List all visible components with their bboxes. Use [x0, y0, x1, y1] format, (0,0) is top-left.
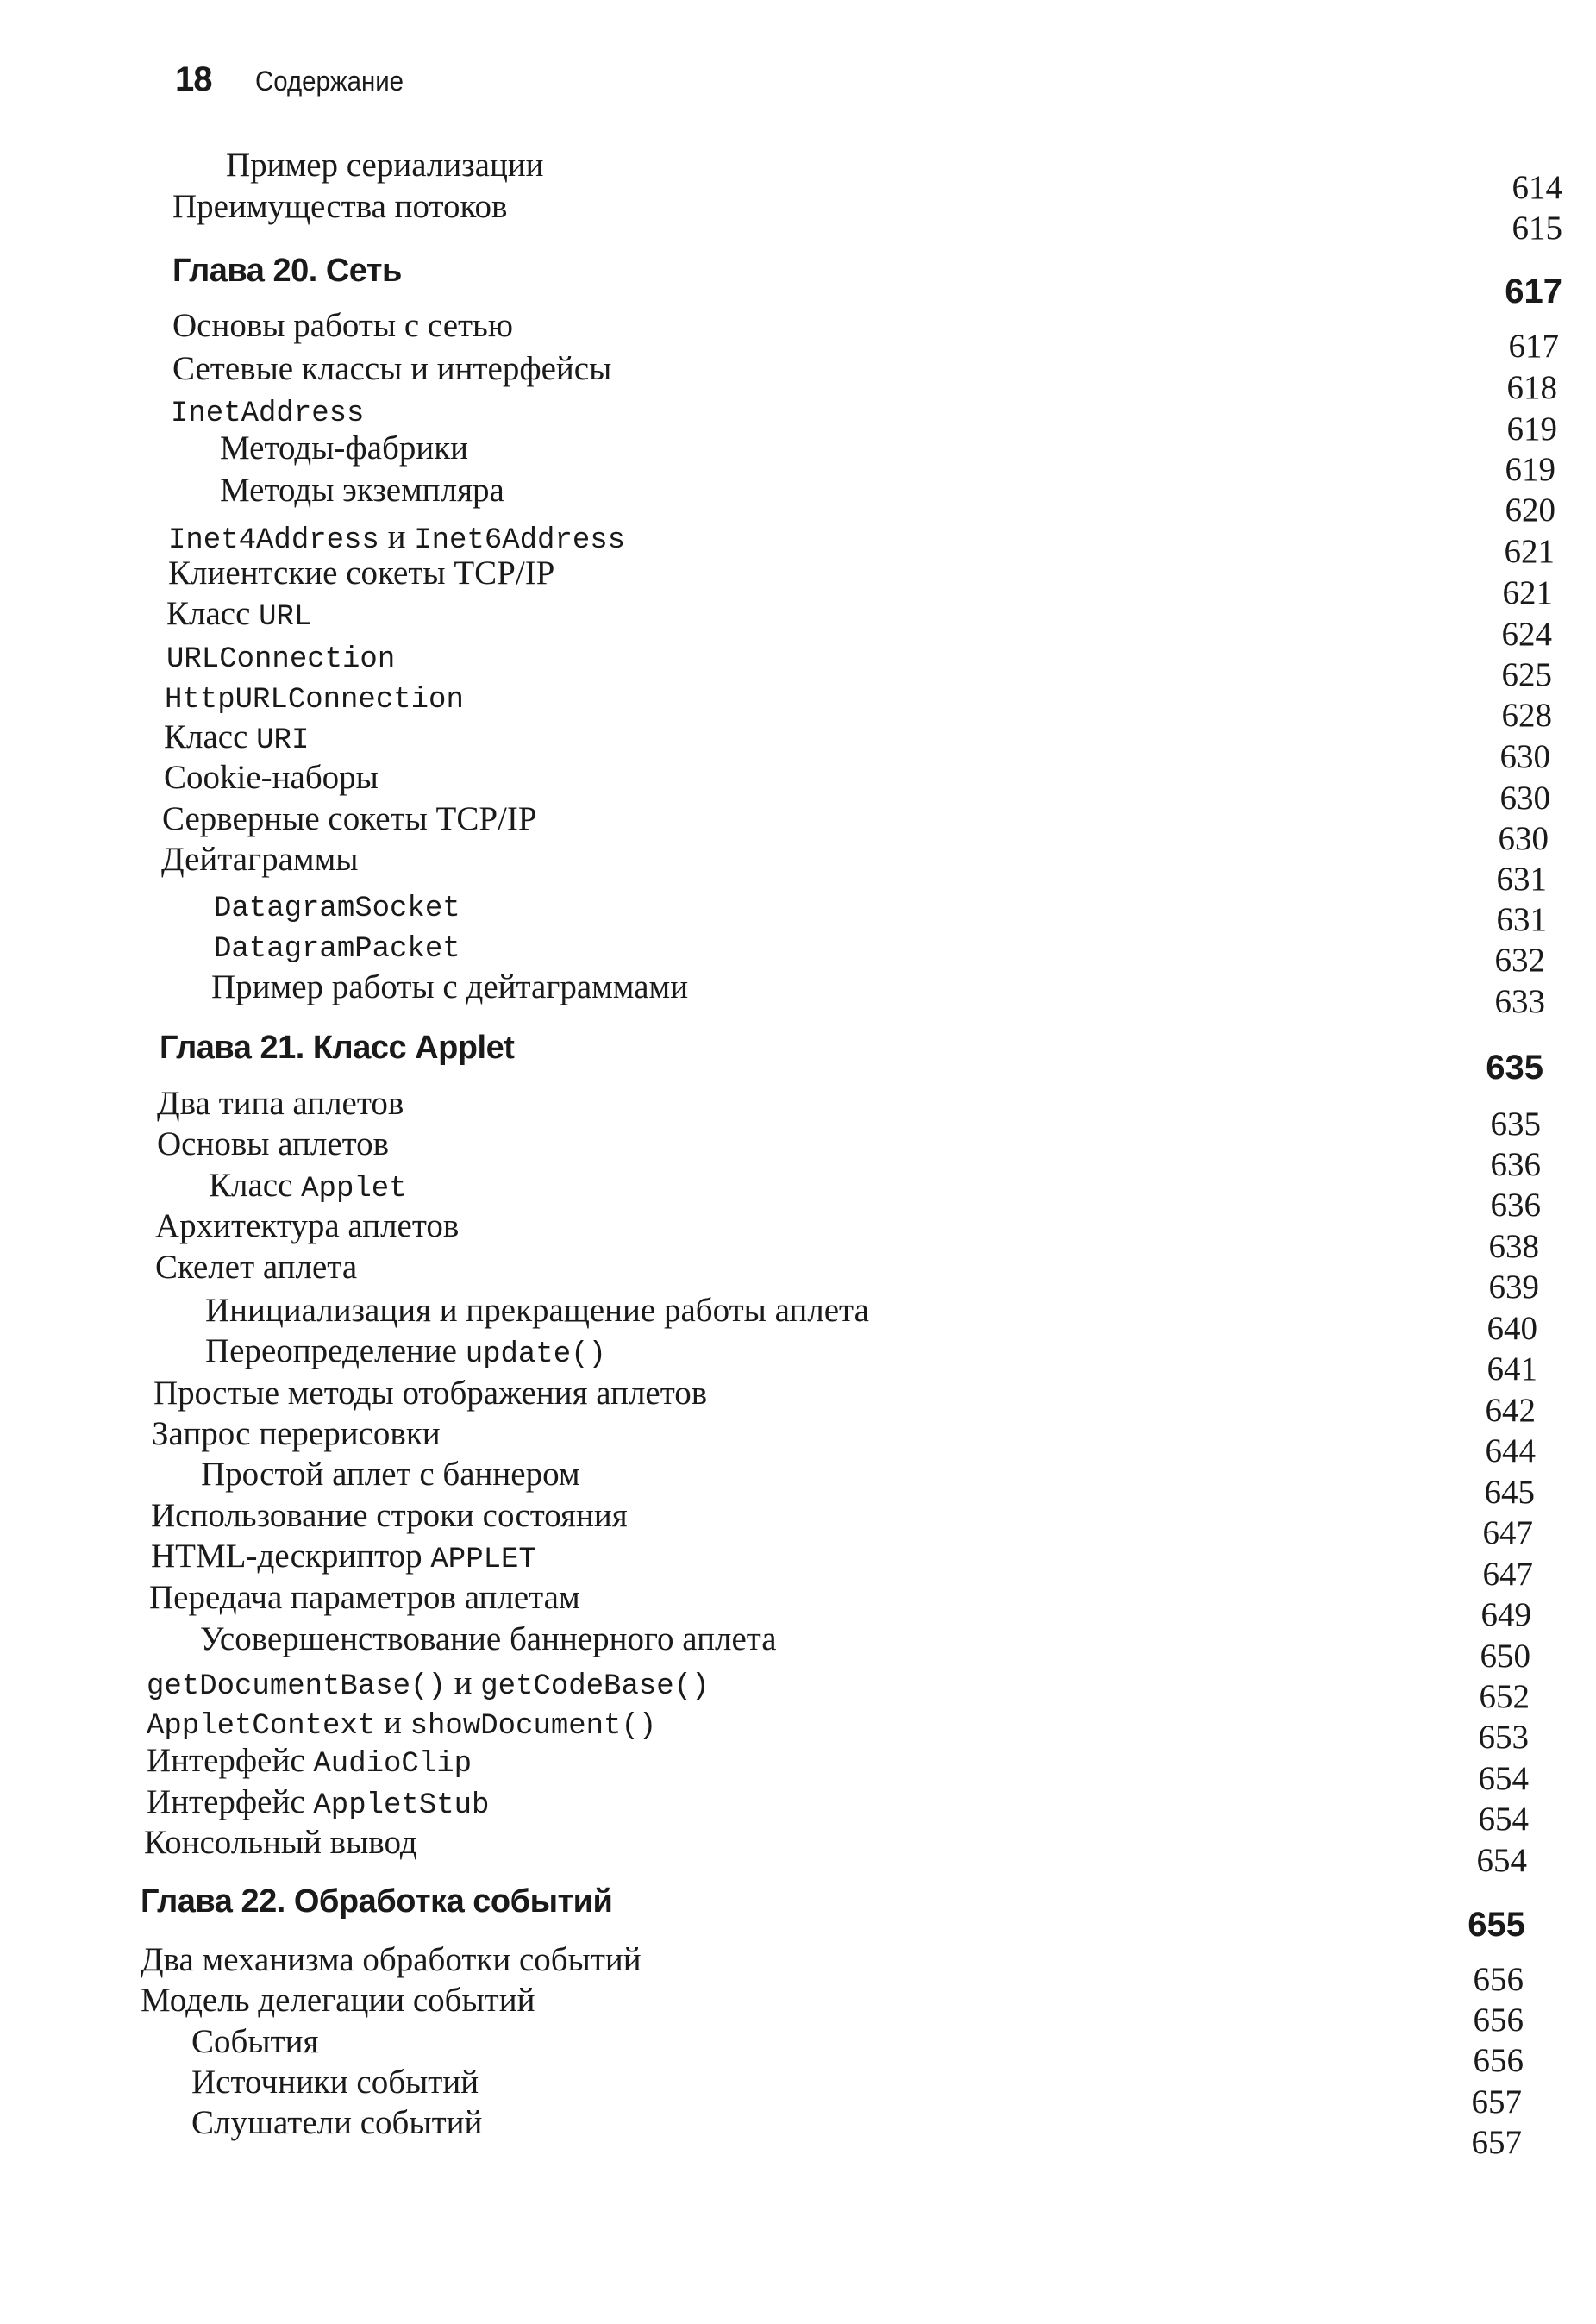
toc-entry-title — [172, 190, 507, 223]
title-text: Усовершенствование баннерного аплета — [200, 1620, 777, 1657]
title-text: Архитектура аплетов — [155, 1207, 460, 1244]
toc-entry-title — [141, 1983, 535, 2017]
toc-entry-title — [171, 393, 364, 429]
toc-entry-page: 654 — [1478, 1760, 1529, 1797]
toc-entry-title — [220, 473, 504, 507]
toc-entry-title — [211, 970, 688, 1004]
toc-entry-page: 619 — [1505, 451, 1555, 488]
toc-entry-title — [157, 1127, 389, 1161]
toc-entry-title — [161, 843, 358, 876]
title-text: Интерфейс — [147, 1742, 314, 1779]
toc-entry-title — [151, 1499, 628, 1532]
toc-entry-page: 647 — [1482, 1556, 1533, 1593]
title-text: Использование строки состояния — [151, 1497, 628, 1534]
title-text: Клиентские сокеты TCP/IP — [168, 554, 555, 592]
toc-entry-title — [191, 2025, 318, 2058]
toc-entry-page: 640 — [1486, 1310, 1537, 1347]
toc-entry-title — [155, 1250, 357, 1284]
code-term: InetAddress — [171, 398, 365, 430]
toc-entry-title — [200, 1622, 777, 1656]
toc-entry-page: 620 — [1505, 492, 1555, 529]
toc-entry-title — [226, 148, 544, 182]
toc-entry-page: 633 — [1494, 983, 1545, 1020]
toc-entry-page: 653 — [1478, 1719, 1529, 1756]
toc-entry-title — [162, 802, 537, 836]
code-term: DatagramPacket — [214, 933, 460, 966]
toc-entry-page: 631 — [1496, 901, 1547, 938]
code-term: showDocument() — [410, 1710, 657, 1743]
toc-entry-title — [152, 1417, 441, 1450]
toc-entry-title — [164, 761, 379, 794]
title-text: Класс — [209, 1167, 302, 1204]
title-text: Передача параметров аплетам — [149, 1579, 580, 1616]
toc-entry-title — [147, 1744, 472, 1779]
chapter-title — [160, 1031, 514, 1064]
title-text: Cookie-наборы — [164, 759, 379, 796]
toc-entry-title — [191, 2065, 479, 2099]
toc-entry-page: 619 — [1506, 410, 1557, 448]
toc-entry-page: 649 — [1480, 1596, 1531, 1633]
toc-entry-title — [155, 1209, 459, 1243]
code-term: APPLET — [430, 1544, 536, 1576]
toc-entry-page: 630 — [1499, 738, 1550, 775]
toc-entry-page: 642 — [1485, 1392, 1536, 1429]
title-text: и — [375, 1704, 410, 1741]
toc-entry-page: 618 — [1506, 369, 1557, 406]
toc-entry-page: 654 — [1476, 1842, 1527, 1879]
title-text: Класс — [164, 718, 257, 755]
title-text: и — [379, 518, 415, 555]
toc-entry-page: 621 — [1502, 574, 1553, 611]
title-text: Два механизма обработки событий — [141, 1941, 642, 1978]
toc-entry-page: 624 — [1501, 616, 1552, 653]
title-text: Методы-фабрики — [220, 429, 469, 467]
toc-entry-page: 645 — [1484, 1474, 1535, 1511]
title-text: Простые методы отображения аплетов — [153, 1375, 708, 1412]
toc-entry-page: 647 — [1482, 1514, 1533, 1551]
toc-entry-title — [166, 639, 395, 674]
toc-entry-page: 644 — [1485, 1432, 1536, 1469]
toc-entry-page: 615 — [1512, 210, 1562, 247]
code-term: AudioClip — [313, 1748, 473, 1781]
toc-entry-title — [144, 1826, 417, 1859]
title-text: Класс — [166, 595, 260, 632]
toc-entry-title — [172, 352, 611, 385]
toc-entry-page: 656 — [1473, 2042, 1524, 2079]
toc-entry-title — [147, 1706, 656, 1741]
toc-entry-title — [168, 520, 625, 555]
code-term: URI — [256, 724, 310, 757]
toc-entry-title — [141, 1943, 642, 1976]
title-text: Простой аплет с баннером — [201, 1456, 580, 1493]
chapter-page-number: 617 — [1505, 272, 1562, 310]
toc-entry-page: 632 — [1494, 942, 1545, 979]
toc-entry-title — [214, 929, 460, 964]
code-term: URLConnection — [166, 643, 396, 676]
toc-entry-page: 656 — [1473, 2001, 1524, 2039]
chapter-page-number: 635 — [1486, 1049, 1543, 1087]
toc-entry-page: 656 — [1473, 1961, 1524, 1998]
toc-entry-page: 636 — [1490, 1187, 1541, 1224]
toc-entry-title — [201, 1457, 580, 1491]
title-text: Слушатели событий — [191, 2104, 483, 2141]
title-text: Скелет аплета — [155, 1249, 358, 1286]
chapter-title — [141, 1885, 612, 1918]
title-text: Источники событий — [191, 2064, 479, 2101]
toc-entry-page: 617 — [1508, 328, 1559, 365]
toc-entry-title — [149, 1581, 580, 1614]
toc-entry-title — [147, 1785, 489, 1820]
chapter-page-number: 655 — [1468, 1906, 1525, 1944]
title-text: Инициализация и прекращение работы аплета — [205, 1292, 869, 1329]
toc-entry-page: 641 — [1486, 1350, 1537, 1388]
code-term: getCodeBase() — [480, 1670, 710, 1703]
page-number: 18 — [175, 60, 212, 98]
title-text: Глава 22. Обработка событий — [141, 1883, 613, 1920]
code-term: AppletContext — [147, 1710, 376, 1743]
title-text: Преимущества потоков — [172, 188, 508, 225]
code-term: HttpURLConnection — [165, 684, 464, 717]
toc-entry-title — [205, 1294, 869, 1327]
toc-entry-title — [191, 2106, 482, 2139]
title-text: Запрос перерисовки — [152, 1415, 441, 1452]
title-text: Консольный вывод — [144, 1824, 417, 1861]
toc-entry-page: 650 — [1480, 1638, 1530, 1675]
toc-entry-page: 625 — [1501, 656, 1552, 693]
title-text: Основы работы с сетью — [172, 307, 513, 344]
toc-entry-page: 638 — [1488, 1228, 1539, 1265]
title-text: HTML-дескриптор — [151, 1538, 431, 1575]
toc-entry-page: 639 — [1488, 1268, 1539, 1306]
title-text: Интерфейс — [147, 1783, 314, 1820]
title-text: Модель делегации событий — [141, 1982, 535, 2019]
toc-entry-title — [147, 1666, 709, 1701]
title-text: Сетевые классы и интерфейсы — [172, 350, 612, 387]
title-text: Методы экземпляра — [220, 472, 504, 509]
chapter-title — [172, 254, 402, 287]
title-text: Пример сериализации — [226, 147, 544, 184]
toc-entry-title — [165, 680, 464, 715]
code-term: getDocumentBase() — [147, 1670, 446, 1703]
code-term: Applet — [301, 1173, 407, 1206]
code-term: DatagramSocket — [214, 893, 460, 925]
title-text: Переопределение — [205, 1332, 466, 1369]
toc-entry-page: 657 — [1471, 2124, 1522, 2161]
toc-entry-page: 636 — [1490, 1146, 1541, 1183]
code-term: Inet4Address — [168, 524, 379, 557]
title-text: и — [445, 1664, 481, 1701]
toc-entry-page: 652 — [1479, 1678, 1530, 1715]
toc-entry-page: 657 — [1471, 2083, 1522, 2120]
toc-entry-page: 628 — [1501, 697, 1552, 734]
code-term: update() — [465, 1338, 606, 1371]
code-term: URL — [259, 601, 312, 634]
toc-entry-page: 630 — [1498, 820, 1549, 857]
toc-entry-title — [209, 1168, 407, 1204]
title-text: События — [191, 2023, 319, 2060]
title-text: Серверные сокеты TCP/IP — [162, 800, 537, 837]
toc-entry-title — [166, 597, 311, 632]
toc-entry-page: 614 — [1512, 169, 1562, 206]
toc-entry-title — [164, 720, 309, 755]
toc-entry-page: 621 — [1504, 533, 1555, 570]
title-text: Дейтаграммы — [161, 841, 359, 878]
toc-entry-title — [168, 556, 554, 590]
toc-entry-title — [214, 888, 460, 924]
toc-entry-page: 654 — [1478, 1801, 1529, 1838]
toc-entry-page: 635 — [1490, 1106, 1541, 1143]
toc-entry-title — [157, 1087, 404, 1120]
code-term: AppletStub — [313, 1789, 490, 1822]
running-head: Содержание — [254, 66, 404, 97]
title-text: Глава 21. Класс Applet — [160, 1030, 515, 1066]
toc-entry-title — [205, 1334, 606, 1369]
title-text: Пример работы с дейтаграммами — [211, 968, 689, 1005]
toc-entry-title — [220, 431, 468, 465]
title-text: Основы аплетов — [157, 1125, 390, 1162]
toc-entry-title — [151, 1539, 536, 1575]
title-text: Глава 20. Сеть — [172, 253, 402, 289]
toc-entry-page: 631 — [1496, 861, 1547, 898]
toc-entry-page: 630 — [1499, 780, 1550, 817]
title-text: Два типа аплетов — [157, 1085, 404, 1122]
toc-entry-title — [172, 309, 513, 342]
toc-entry-title — [153, 1376, 707, 1410]
code-term: Inet6Address — [414, 524, 626, 557]
